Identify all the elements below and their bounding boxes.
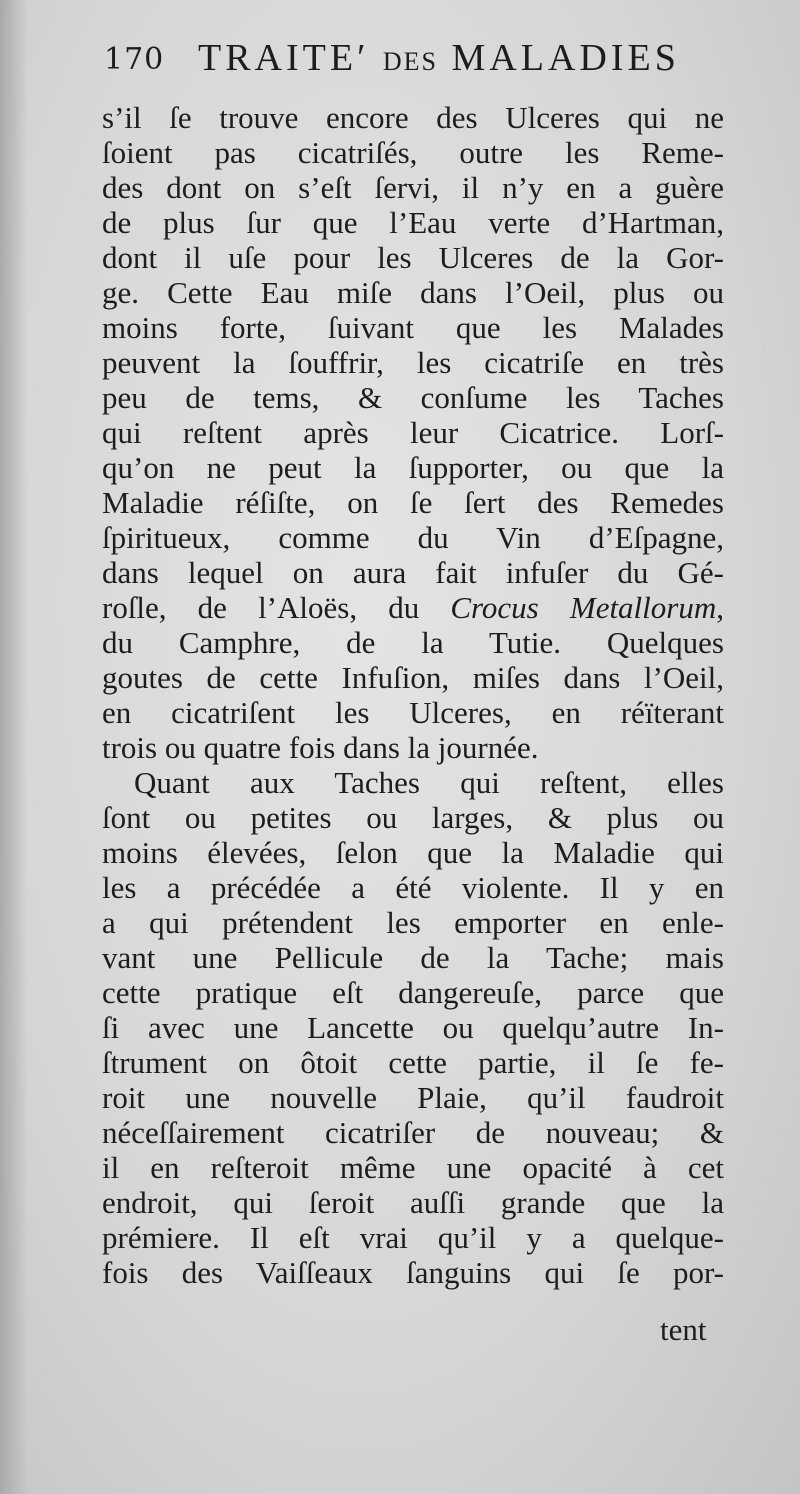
text-line: ſpiritueux, comme du Vin d’Eſpagne, bbox=[102, 520, 724, 555]
text-line: goutes de cette Infuſion, miſes dans l’Oeil, bbox=[102, 660, 724, 695]
text-line: ge. Cette Eau miſe dans l’Oeil, plus ou bbox=[102, 275, 724, 310]
text-line: peu de tems, & conſume les Taches bbox=[102, 380, 724, 415]
running-title-word-2: DES bbox=[382, 47, 439, 76]
text-line: des dont on s’eſt ſervi, il n’y en a guère bbox=[102, 170, 724, 205]
text-line: ſont ou petites ou larges, & plus ou bbox=[102, 800, 724, 835]
text-line: qu’on ne peut la ſupporter, ou que la bbox=[102, 450, 724, 485]
text-line: cette pratique eſt dangereuſe, parce que bbox=[102, 975, 724, 1010]
text-line: fois des Vaiſſeaux ſanguins qui ſe por- bbox=[102, 1255, 724, 1290]
text-line: roit une nouvelle Plaie, qu’il faudroit bbox=[102, 1080, 724, 1115]
text-line: endroit, qui ſeroit auſſi grande que la bbox=[102, 1185, 724, 1220]
page-gutter-shadow bbox=[0, 0, 28, 1494]
text-line: vant une Pellicule de la Tache; mais bbox=[102, 940, 724, 975]
text-line: Maladie réſiſte, on ſe ſert des Remedes bbox=[102, 485, 724, 520]
text-line: les a précédée a été violente. Il y en bbox=[102, 870, 724, 905]
text-line: il en reſteroit même une opacité à cet bbox=[102, 1150, 724, 1185]
text-line: moins forte, ſuivant que les Malades bbox=[102, 310, 724, 345]
text-line: en cicatriſent les Ulceres, en réïterant bbox=[102, 695, 724, 730]
text-line: dans lequel on aura fait infuſer du Gé- bbox=[102, 555, 724, 590]
text-line: prémiere. Il eſt vrai qu’il y a quelque- bbox=[102, 1220, 724, 1255]
page-number: 170 bbox=[104, 42, 165, 77]
text-line: qui reſtent après leur Cicatrice. Lorſ- bbox=[102, 415, 724, 450]
text-line: néceſſairement cicatriſer de nouveau; & bbox=[102, 1115, 724, 1150]
catchword: tent bbox=[660, 1312, 707, 1347]
text-line: a qui prétendent les emporter en enle- bbox=[102, 905, 724, 940]
text-line: de plus ſur que l’Eau verte d’Hartman, bbox=[102, 205, 724, 240]
text-line: du Camphre, de la Tutie. Quelques bbox=[102, 625, 724, 660]
text-line: Quant aux Taches qui reſtent, elles bbox=[134, 765, 724, 800]
text-line: ſi avec une Lancette ou quelqu’autre In- bbox=[102, 1010, 724, 1045]
text-line: ſtrument on ôtoit cette partie, il ſe fe- bbox=[102, 1045, 724, 1080]
running-title-word-1: TRAITE bbox=[198, 37, 358, 79]
running-title-word-3: MALADIES bbox=[451, 37, 680, 79]
running-head bbox=[104, 34, 704, 82]
text-line: trois ou quatre fois dans la journée. bbox=[102, 730, 539, 765]
text-line: dont il uſe pour les Ulceres de la Gor- bbox=[102, 240, 724, 275]
running-title: TRAITE′ DES MALADIES bbox=[198, 37, 680, 79]
text-line: roſle, de l’Aloës, du Crocus Metallorum, bbox=[102, 590, 724, 625]
body-text bbox=[102, 100, 724, 1290]
text-line: ſoient pas cicatriſés, outre les Reme- bbox=[102, 135, 724, 170]
text-line: s’il ſe trouve encore des Ulceres qui ne bbox=[102, 100, 724, 135]
text-line: moins élevées, ſelon que la Maladie qui bbox=[102, 835, 724, 870]
text-line: peuvent la ſouffrir, les cicatriſe en très bbox=[102, 345, 724, 380]
